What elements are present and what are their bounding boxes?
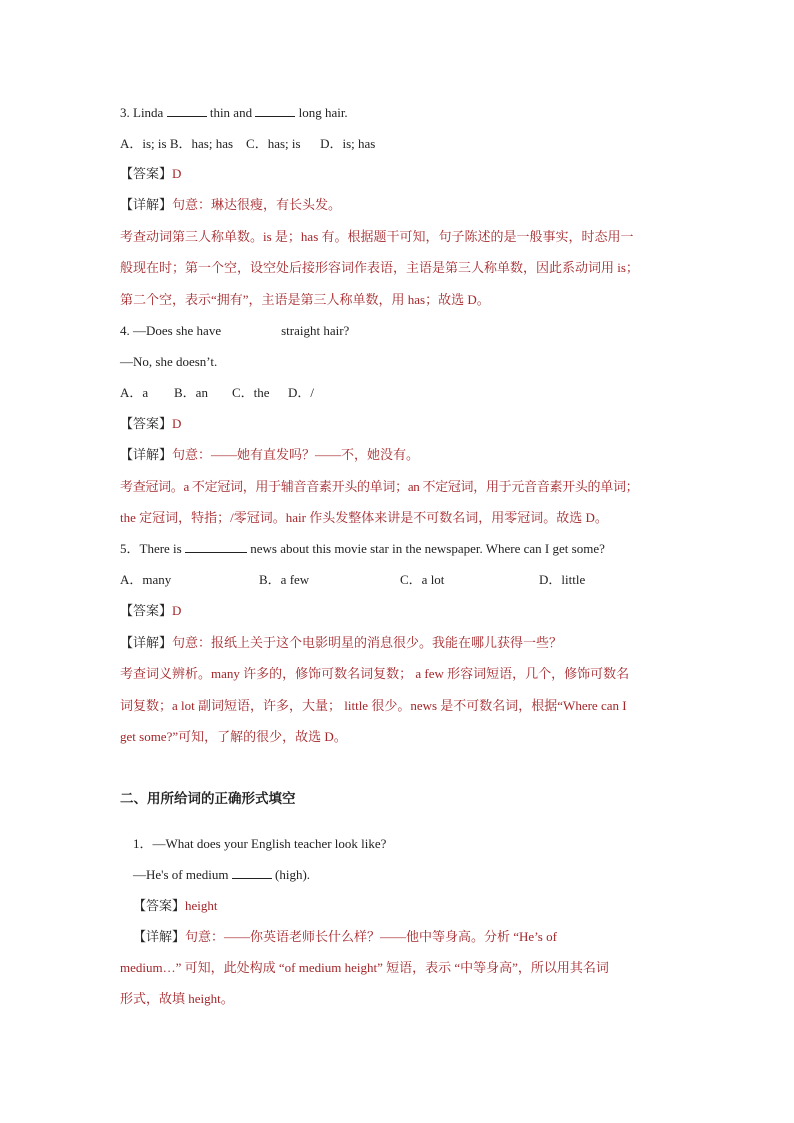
explain-label: 【详解】 bbox=[120, 635, 173, 650]
question-4-answer bbox=[120, 414, 181, 434]
s2-question-1-stem: 1．—What does your English teacher look like? bbox=[133, 836, 387, 851]
answer-value: height bbox=[185, 898, 218, 913]
question-4-stem-2: —No, she doesn’t. bbox=[120, 354, 218, 369]
question-5-options bbox=[120, 570, 585, 590]
q5-blank bbox=[185, 540, 247, 553]
question-4-options bbox=[120, 383, 314, 403]
question-5-explain-line: get some?”可知，了解的很少，故选 D。 bbox=[120, 729, 347, 744]
s2-question-1-stem-2 bbox=[133, 865, 310, 885]
question-3-explain-head bbox=[120, 195, 341, 215]
option-a: A．a bbox=[120, 385, 149, 400]
question-3-options: A．is; is B．has; has C．has; is D．is; has bbox=[120, 136, 376, 151]
question-4-explain-line: the 定冠词，特指；/零冠词。hair 作头发整体来讲是不可数名词，用零冠词。故选 D。 bbox=[120, 510, 608, 525]
q3-stem-part1: 3. Linda bbox=[120, 105, 167, 120]
explain-text: 句意：——她有直发吗？——不，她没有。 bbox=[172, 447, 420, 462]
question-5-explain-head bbox=[120, 633, 562, 653]
answer-value: D bbox=[172, 603, 182, 618]
q5-stem-part1: 5．There is bbox=[120, 541, 185, 556]
question-3-answer bbox=[120, 164, 181, 184]
s2-question-1-explain-head bbox=[133, 927, 557, 947]
explain-text: 句意：琳达很瘦，有长头发。 bbox=[172, 197, 342, 212]
question-3-explain-line: 般现在时；第一个空，设空处后接形容词作表语，主语是第三人称单数，因此系动词用 is； bbox=[120, 260, 639, 275]
question-5-explain-line: 考查词义辨析。many 许多的，修饰可数名词复数； a few 形容词短语，几个，修饰可数名 bbox=[120, 666, 630, 681]
explain-label: 【详解】 bbox=[120, 447, 173, 462]
question-4-stem bbox=[120, 321, 349, 341]
q3-stem-part3: long hair. bbox=[295, 105, 348, 120]
q3-blank-2 bbox=[255, 104, 295, 117]
s2q1-stem-part1: —He's of medium bbox=[133, 867, 232, 882]
answer-label: 【答案】 bbox=[133, 898, 186, 913]
q4-stem-part2: straight hair? bbox=[281, 323, 350, 338]
question-5-stem bbox=[120, 539, 605, 559]
question-5-answer bbox=[120, 601, 181, 621]
question-3-explain-line: 考查动词第三人称单数。is 是；has 有。根据题干可知，句子陈述的是一般事实，时态用一 bbox=[120, 229, 634, 244]
q3-stem-part2: thin and bbox=[206, 105, 256, 120]
answer-value: D bbox=[172, 166, 182, 181]
s2q1-stem-part2: (high). bbox=[271, 867, 311, 882]
explain-text: 句意：报纸上关于这个电影明星的消息很少。我能在哪儿获得一些？ bbox=[172, 635, 563, 650]
s2-question-1-explain-line: 形式，故填 height。 bbox=[120, 991, 234, 1006]
question-3-explain-line: 第二个空，表示“拥有”，主语是第三人称单数，用 has；故选 D。 bbox=[120, 292, 490, 307]
option-c: C．the bbox=[232, 385, 270, 400]
q3-blank-1 bbox=[167, 104, 207, 117]
q4-stem-part1: 4. —Does she have bbox=[120, 323, 222, 338]
option-d: D．little bbox=[539, 572, 586, 587]
option-b: B．an bbox=[174, 385, 208, 400]
s2-question-1-explain-line: medium…” 可知，此处构成 “of medium height” 短语，表示 “中等身高”，所以用其名词 bbox=[120, 960, 609, 975]
explain-label: 【详解】 bbox=[120, 197, 173, 212]
option-c: C．a lot bbox=[400, 572, 445, 587]
explain-label: 【详解】 bbox=[133, 929, 186, 944]
explain-text: 句意：——你英语老师长什么样？——他中等身高。分析 “He’s of bbox=[185, 929, 557, 944]
answer-label: 【答案】 bbox=[120, 416, 173, 431]
question-4-explain-head bbox=[120, 445, 419, 465]
q5-stem-part2: news about this movie star in the newspaper. Where can I get some? bbox=[246, 541, 605, 556]
option-a: A．many bbox=[120, 572, 172, 587]
answer-value: D bbox=[172, 416, 182, 431]
question-3-stem bbox=[120, 103, 348, 123]
option-d: D．/ bbox=[288, 385, 315, 400]
question-5-explain-line: 词复数；a lot 副词短语，许多，大量； little 很少。news 是不可数名词，根据“Where can I bbox=[120, 698, 627, 713]
answer-label: 【答案】 bbox=[120, 603, 173, 618]
option-b: B．a few bbox=[259, 572, 310, 587]
answer-label: 【答案】 bbox=[120, 166, 173, 181]
s2-question-1-answer bbox=[133, 896, 218, 916]
section-2-title: 二、用所给词的正确形式填空 bbox=[120, 791, 296, 806]
question-4-explain-line: 考查冠词。a 不定冠词，用于辅音音素开头的单词；an 不定冠词，用于元音音素开头的单词； bbox=[120, 479, 639, 494]
s2q1-blank bbox=[232, 866, 272, 879]
